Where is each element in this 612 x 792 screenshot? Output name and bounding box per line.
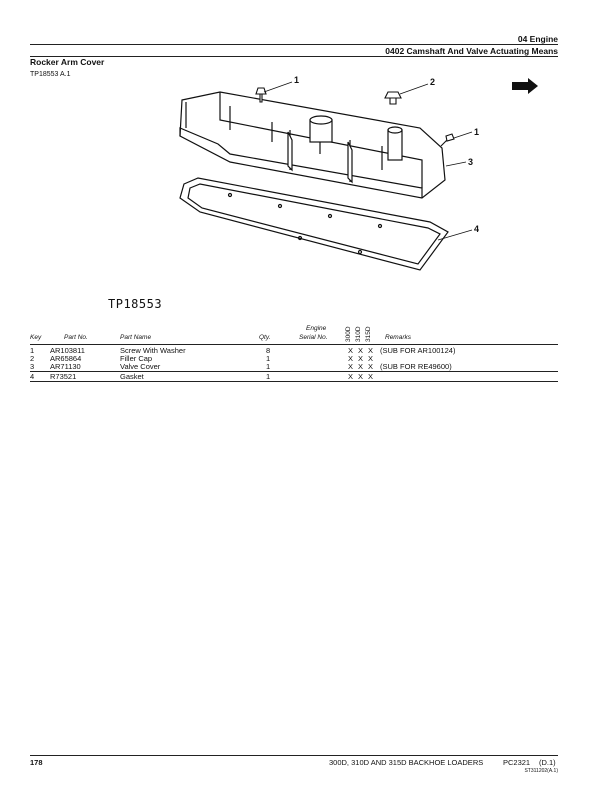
row-model-310d: X xyxy=(358,362,364,371)
row-model-310d: X xyxy=(358,372,364,381)
row-part-name: Gasket xyxy=(120,372,144,381)
col-remarks: Remarks xyxy=(385,334,412,341)
callout-3: 3 xyxy=(468,157,474,167)
filler-cap-drawing xyxy=(385,92,401,104)
row-model-300d: X xyxy=(348,354,354,363)
table-row xyxy=(30,347,558,355)
row-key: 2 xyxy=(30,354,35,363)
row-qty: 1 xyxy=(266,372,271,381)
row-part-name: Valve Cover xyxy=(120,362,161,371)
table-row xyxy=(30,373,558,381)
table-header-rule xyxy=(30,344,558,345)
col-model-310d: 310D xyxy=(355,326,362,342)
header-rule xyxy=(30,44,558,45)
col-serial: Serial No. xyxy=(299,334,328,341)
screw-drawing-2 xyxy=(441,134,454,146)
row-model-315d: X xyxy=(368,354,374,363)
figure-label: TP18553 xyxy=(108,297,163,311)
row-model-310d: X xyxy=(358,354,364,363)
callout-1b: 1 xyxy=(474,127,480,137)
row-model-300d: X xyxy=(348,372,354,381)
section-title: Rocker Arm Cover xyxy=(30,57,105,67)
row-model-315d: X xyxy=(368,346,374,355)
row-model-300d: X xyxy=(348,346,354,355)
header-rule-2 xyxy=(30,56,558,57)
row-model-315d: X xyxy=(368,362,374,371)
col-part-no: Part No. xyxy=(64,334,88,341)
row-part-name: Screw With Washer xyxy=(120,346,186,355)
col-part-name: Part Name xyxy=(120,334,152,341)
callout-1: 1 xyxy=(294,75,300,85)
table-end-rule xyxy=(30,381,558,382)
group-heading: 04 Engine xyxy=(517,34,558,44)
doc-code: ST311202(A.1) xyxy=(524,768,558,774)
group-rule xyxy=(30,371,558,372)
col-key: Key xyxy=(30,334,42,341)
rocker-arm-cover-illustration xyxy=(160,70,550,310)
row-part-name: Filler Cap xyxy=(120,354,153,363)
row-remarks: (SUB FOR RE49600) xyxy=(380,362,452,371)
col-model-300d: 300D xyxy=(345,326,352,342)
revision: (D.1) xyxy=(539,758,556,767)
col-qty: Qty. xyxy=(259,334,271,341)
catalog-number: PC2321 xyxy=(503,758,531,767)
figure-reference: TP18553 A.1 xyxy=(30,71,71,78)
row-model-315d: X xyxy=(368,372,374,381)
footer-rule xyxy=(30,755,558,756)
col-engine: Engine xyxy=(306,325,327,332)
row-key: 3 xyxy=(30,362,35,371)
manual-title: 300D, 310D AND 315D BACKHOE LOADERS xyxy=(329,758,484,767)
page-number: 178 xyxy=(30,758,43,767)
col-model-315d: 315D xyxy=(365,326,372,342)
row-key: 4 xyxy=(30,372,35,381)
row-key: 1 xyxy=(30,346,35,355)
row-part-no: AR71130 xyxy=(50,362,81,371)
row-qty: 8 xyxy=(266,346,271,355)
callout-2: 2 xyxy=(430,77,436,87)
row-model-310d: X xyxy=(358,346,364,355)
table-row xyxy=(30,363,558,371)
row-part-no: R73521 xyxy=(50,372,77,381)
row-qty: 1 xyxy=(266,362,271,371)
row-part-no: AR65864 xyxy=(50,354,82,363)
row-qty: 1 xyxy=(266,354,271,363)
table-row xyxy=(30,355,558,363)
row-remarks: (SUB FOR AR100124) xyxy=(380,346,456,355)
callout-4: 4 xyxy=(474,224,480,234)
row-part-no: AR103811 xyxy=(50,346,85,355)
direction-arrow-icon xyxy=(512,78,538,94)
row-model-300d: X xyxy=(348,362,354,371)
subgroup-heading: 0402 Camshaft And Valve Actuating Means xyxy=(385,46,558,56)
